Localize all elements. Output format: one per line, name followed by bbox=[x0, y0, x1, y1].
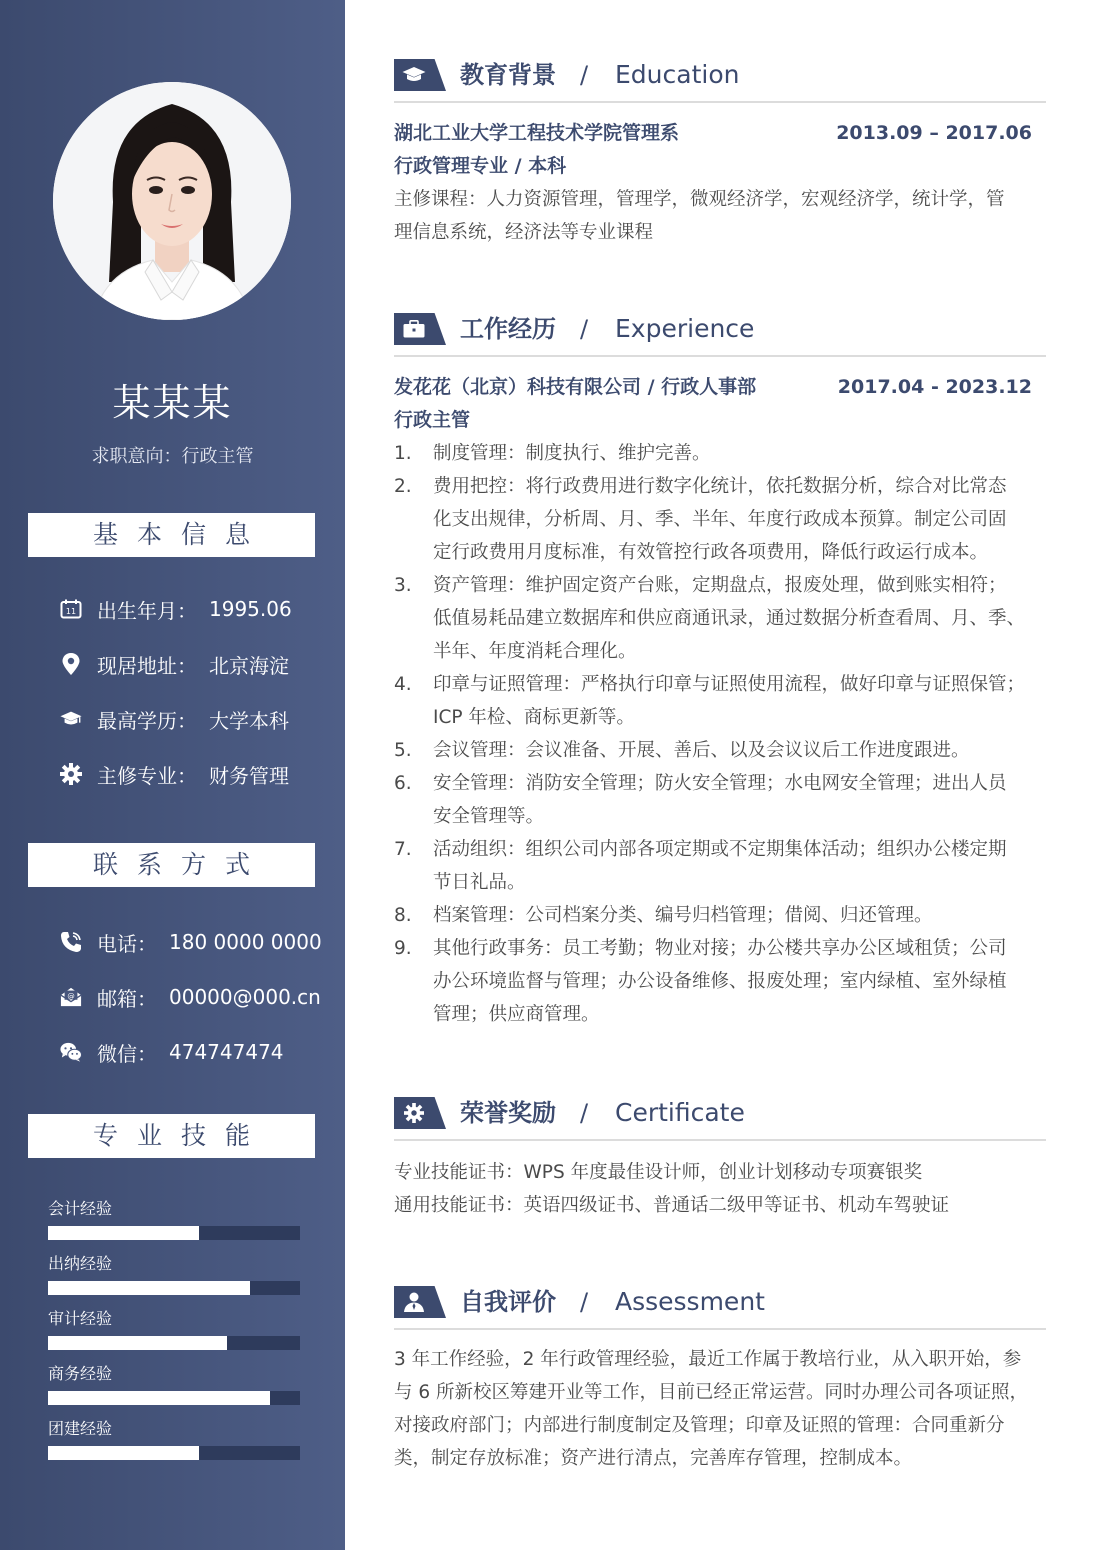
wechat-icon bbox=[60, 1041, 82, 1063]
assessment-text bbox=[394, 1343, 1046, 1475]
assessment-line: 类，制定存放标准；资产进行清点，完善库存管理，控制成本。 bbox=[394, 1448, 913, 1469]
info-row-birth bbox=[60, 594, 292, 624]
info-row-major bbox=[60, 759, 289, 789]
info-label: 现居地址： bbox=[97, 653, 197, 678]
section-title-en: Assessment bbox=[615, 1287, 765, 1316]
duty-list bbox=[394, 437, 1046, 1031]
skill-label: 团建经验 bbox=[48, 1419, 113, 1438]
section-badge bbox=[394, 313, 446, 345]
duty-line: 定行政费用月度标准，有效管控行政各项费用，降低行政运行成本。 bbox=[433, 542, 989, 563]
assessment-line: 3 年工作经验，2 年行政管理经验，最近工作属于教培行业，从入职开始，参 bbox=[394, 1349, 1022, 1370]
candidate-name: 某某某 bbox=[112, 381, 233, 425]
assessment-section-header bbox=[394, 1284, 1046, 1328]
info-label: 出生年月： bbox=[97, 598, 197, 623]
phone-icon bbox=[60, 931, 82, 953]
info-row-phone bbox=[60, 927, 322, 957]
certificate-section-header bbox=[394, 1095, 1046, 1139]
skill-bar-fill bbox=[48, 1226, 199, 1240]
certificate-list bbox=[394, 1156, 1046, 1222]
info-value: 北京海淀 bbox=[209, 653, 289, 678]
info-row-education bbox=[60, 704, 289, 734]
profile-photo bbox=[53, 82, 291, 320]
assessment-line: 对接政府部门；内部进行制度制定及管理；印章及证照的管理：合同重新分 bbox=[394, 1415, 1005, 1436]
duty-line: 档案管理：公司档案分类、编号归档管理；借阅、归还管理。 bbox=[433, 905, 933, 926]
section-badge bbox=[394, 1097, 446, 1129]
envelope-icon bbox=[60, 986, 82, 1008]
svg-text:11: 11 bbox=[65, 607, 77, 616]
duty-line: 半年、年度消耗合理化。 bbox=[433, 641, 637, 662]
duty-item bbox=[394, 899, 1046, 932]
school-name: 湖北工业大学工程技术学院管理系 bbox=[394, 122, 680, 144]
experience-role: 行政主管 bbox=[394, 409, 471, 431]
svg-text:@: @ bbox=[67, 991, 75, 1001]
basic-info-heading: 基本信息 bbox=[28, 513, 315, 557]
section-divider bbox=[394, 1328, 1046, 1330]
section-divider bbox=[394, 101, 1046, 103]
education-school-row bbox=[394, 117, 1032, 150]
skill-bar bbox=[48, 1391, 300, 1405]
duty-line: 化支出规律，分析周、月、季、半年、年度行政成本预算。制定公司固 bbox=[433, 509, 1007, 530]
duty-line: 其他行政事务：员工考勤；物业对接；办公楼共享办公区域租赁；公司 bbox=[433, 938, 1007, 959]
info-row-email bbox=[60, 982, 321, 1012]
education-major: 行政管理专业 / 本科 bbox=[394, 155, 567, 177]
info-label: 最高学历： bbox=[97, 708, 197, 733]
skill-label: 审计经验 bbox=[48, 1309, 113, 1328]
sidebar bbox=[0, 0, 345, 1550]
duty-line: 活动组织：组织公司内部各项定期或不定期集体活动；组织办公楼定期 bbox=[433, 839, 1007, 860]
calendar-icon bbox=[60, 598, 82, 620]
courses-line: 理信息系统，经济法等专业课程 bbox=[394, 222, 654, 243]
duty-line: 印章与证照管理：严格执行印章与证照使用流程，做好印章与证照保管； bbox=[433, 674, 1026, 695]
section-title: 工作经历 bbox=[460, 315, 556, 343]
info-label: 微信： bbox=[97, 1041, 157, 1066]
experience-company-row bbox=[394, 371, 1032, 404]
section-title: 荣誉奖励 bbox=[460, 1099, 556, 1127]
duty-item bbox=[394, 833, 1046, 899]
info-value: 00000@000.cn bbox=[169, 985, 321, 1009]
info-value: 1995.06 bbox=[209, 597, 292, 621]
gear-icon bbox=[402, 1103, 426, 1123]
certificate-line: 通用技能证书：英语四级证书、普通话二级甲等证书、机动车驾驶证 bbox=[394, 1195, 950, 1216]
duty-line: 会议管理：会议准备、开展、善后、以及会议议后工作进度跟进。 bbox=[433, 740, 970, 761]
skills-heading: 专业技能 bbox=[28, 1114, 315, 1158]
education-section-header bbox=[394, 57, 1046, 101]
gear-icon bbox=[60, 763, 82, 785]
skill-label: 会计经验 bbox=[48, 1199, 113, 1218]
info-value: 财务管理 bbox=[209, 763, 289, 788]
section-badge bbox=[394, 59, 446, 91]
info-row-address bbox=[60, 649, 289, 679]
duty-line: ICP 年检、商标更新等。 bbox=[433, 707, 635, 728]
duty-line: 管理；供应商管理。 bbox=[433, 1004, 600, 1025]
section-title: 教育背景 bbox=[460, 61, 556, 89]
section-title-en: Education bbox=[615, 60, 740, 89]
duty-number: 7. bbox=[394, 839, 412, 860]
skill-bar bbox=[48, 1226, 300, 1240]
duty-number: 2. bbox=[394, 476, 412, 497]
info-label: 邮箱： bbox=[97, 986, 157, 1011]
skill-label: 出纳经验 bbox=[48, 1254, 113, 1273]
duty-number: 8. bbox=[394, 905, 412, 926]
duty-item bbox=[394, 734, 1046, 767]
duty-line: 节日礼品。 bbox=[433, 872, 526, 893]
skill-bar-fill bbox=[48, 1336, 227, 1350]
section-divider bbox=[394, 355, 1046, 357]
skill-accounting bbox=[48, 1198, 300, 1240]
skill-bar bbox=[48, 1281, 300, 1295]
education-dates: 2013.09 – 2017.06 bbox=[836, 122, 1032, 144]
duty-line: 制度管理：制度执行、维护完善。 bbox=[433, 443, 711, 464]
duty-item bbox=[394, 767, 1046, 833]
skill-bar-fill bbox=[48, 1281, 250, 1295]
experience-dates: 2017.04 - 2023.12 bbox=[837, 376, 1032, 398]
duty-item bbox=[394, 437, 1046, 470]
skill-bar bbox=[48, 1446, 300, 1460]
duty-number: 9. bbox=[394, 938, 412, 959]
duty-line: 安全管理：消防安全管理；防火安全管理；水电网安全管理；进出人员 bbox=[433, 773, 1007, 794]
duty-item bbox=[394, 932, 1046, 1031]
duty-item bbox=[394, 668, 1046, 734]
section-title: 自我评价 bbox=[460, 1288, 556, 1316]
job-intent: 求职意向：行政主管 bbox=[91, 446, 254, 467]
skill-cashier bbox=[48, 1253, 300, 1295]
duty-number: 6. bbox=[394, 773, 412, 794]
info-value: 474747474 bbox=[169, 1040, 284, 1064]
duty-number: 5. bbox=[394, 740, 412, 761]
info-value: 180 0000 0000 bbox=[169, 930, 322, 954]
info-value: 大学本科 bbox=[209, 708, 289, 733]
info-label: 主修专业： bbox=[97, 763, 197, 788]
duty-line: 安全管理等。 bbox=[433, 806, 545, 827]
duty-line: 资产管理：维护固定资产台账，定期盘点，报废处理，做到账实相符； bbox=[433, 575, 1007, 596]
courses-line: 主修课程：人力资源管理，管理学，微观经济学，宏观经济学，统计学，管 bbox=[394, 189, 1005, 210]
section-badge bbox=[394, 1286, 446, 1318]
section-slash: / bbox=[580, 1099, 589, 1127]
section-title-en: Certificate bbox=[615, 1098, 745, 1127]
skill-audit bbox=[48, 1308, 300, 1350]
info-label: 电话： bbox=[97, 931, 157, 956]
assessment-line: 与 6 所新校区筹建开业等工作，目前已经正常运营。同时办理公司各项证照， bbox=[394, 1382, 1029, 1403]
education-courses bbox=[394, 183, 1046, 249]
skill-label: 商务经验 bbox=[48, 1364, 113, 1383]
skill-bar-fill bbox=[48, 1446, 199, 1460]
section-slash: / bbox=[580, 1288, 589, 1316]
certificate-line: 专业技能证书：WPS 年度最佳设计师，创业计划移动专项赛银奖 bbox=[394, 1162, 923, 1183]
section-slash: / bbox=[580, 315, 589, 343]
info-row-wechat bbox=[60, 1037, 284, 1067]
section-slash: / bbox=[580, 61, 589, 89]
duty-line: 费用把控：将行政费用进行数字化统计，依托数据分析，综合对比常态 bbox=[433, 476, 1007, 497]
duty-number: 4. bbox=[394, 674, 412, 695]
location-pin-icon bbox=[60, 653, 82, 675]
duty-number: 1. bbox=[394, 443, 412, 464]
duty-item bbox=[394, 569, 1046, 668]
experience-section-header bbox=[394, 311, 1046, 355]
briefcase-icon bbox=[402, 319, 426, 339]
skill-team-building bbox=[48, 1418, 300, 1460]
section-title-en: Experience bbox=[615, 314, 755, 343]
duty-number: 3. bbox=[394, 575, 412, 596]
skill-business bbox=[48, 1363, 300, 1405]
skill-bar-fill bbox=[48, 1391, 270, 1405]
graduation-cap-icon bbox=[402, 65, 426, 85]
duty-line: 办公环境监督与管理；办公设备维修、报废处理；室内绿植、室外绿植 bbox=[433, 971, 1007, 992]
graduation-cap-icon bbox=[60, 708, 82, 730]
company-name: 发花花（北京）科技有限公司 / 行政人事部 bbox=[394, 376, 757, 398]
duty-line: 低值易耗品建立数据库和供应商通讯录，通过数据分析查看周、月、季、 bbox=[433, 608, 1026, 629]
duty-item bbox=[394, 470, 1046, 569]
skill-bar bbox=[48, 1336, 300, 1350]
section-divider bbox=[394, 1139, 1046, 1141]
contact-heading: 联系方式 bbox=[28, 843, 315, 887]
person-icon bbox=[402, 1292, 426, 1312]
